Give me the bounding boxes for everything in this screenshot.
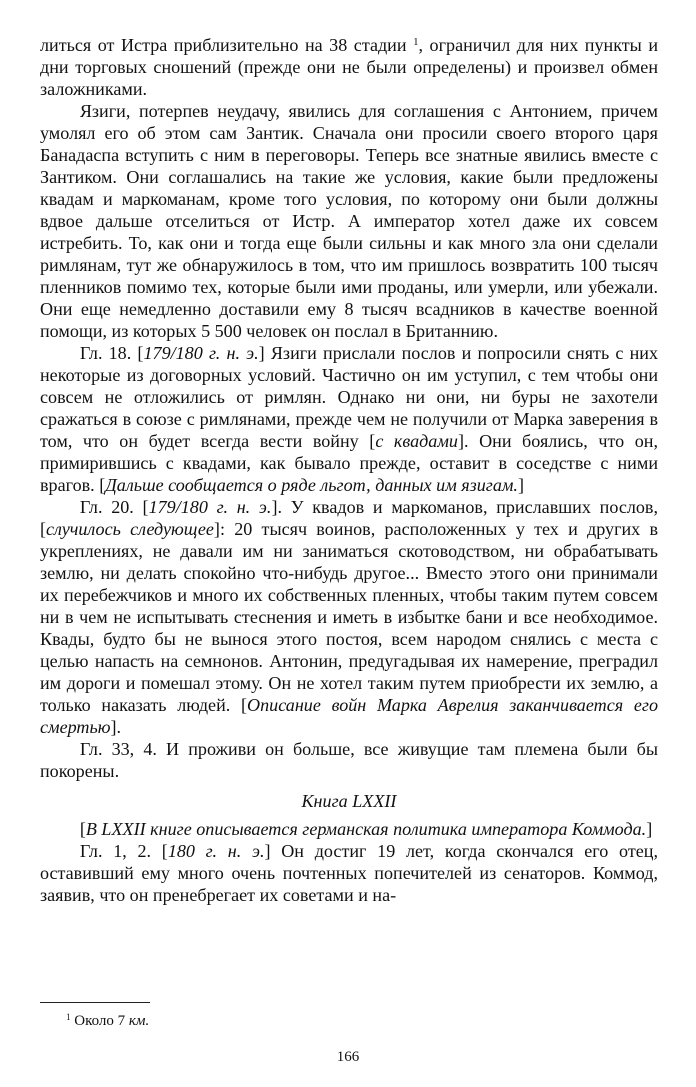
book-heading <box>40 790 658 812</box>
text-run: Гл. 33, 4. И проживи он больше, все живущие там племена были бы покорены. <box>40 739 658 781</box>
editorial-text: 179/180 г. н. э. <box>148 497 272 517</box>
editorial-text: В LXXII книге описывается германская политика императора Коммода. <box>85 819 647 839</box>
text-run: Гл. 20. [ <box>79 497 149 517</box>
editorial-text: случилось следующее <box>46 519 214 539</box>
editorial-text: 180 г. н. э. <box>167 841 265 861</box>
text-run: ]. У квадов и маркоманов, приславших послов, [ <box>40 497 658 539</box>
text-run: Книга LXXII <box>301 791 397 811</box>
text-run: Гл. 18. [ <box>79 343 144 363</box>
editorial-text: Дальше сообщается о ряде льгот, данных им язигам. <box>105 475 518 495</box>
paragraph <box>40 342 658 496</box>
text-run: [ <box>79 819 86 839</box>
text-run: ] <box>517 475 524 495</box>
text-run: ]: 20 тысяч воинов, расположенных у тех и других в укреплениях, не давали им ни заниматься скотоводством, ни обрабатывать землю, ни делать спокойно что-нибудь другое... Вместо этого они принимали их перебежчиков и много их собственных пленных, чтобы таким путем совсем ни в чем не испытывать стеснения и иметь в избытке бани и все необходимое. Квады, будто бы не вынося этого постоя, всем народом снялись с места с целью напасть на семнонов. Антонин, предугадывая их намерение, преградил им дороги и помешал этому. Он не хотел таким путем приобрести их землю, а только наказать людей. [ <box>40 519 659 715</box>
page-number: 166 <box>336 1049 360 1065</box>
editorial-text: с квадами <box>375 431 458 451</box>
editorial-text: Описание войн Марка Аврелия заканчивается его смертью <box>40 695 658 737</box>
text-run: ] <box>646 819 653 839</box>
footnote-reference: 1 <box>413 36 419 49</box>
footnote-divider <box>40 1002 150 1003</box>
text-run: ]. <box>110 717 122 737</box>
text-run: литься от Истра приблизительно на 38 стадии <box>40 35 414 55</box>
text-run: ]. Они боялись, что он, примирившись с квадами, как бывало прежде, оставит в соседстве с ними врагов. [ <box>40 431 658 495</box>
text-run: ] Язиги прислали послов и попросили снять с них некоторые из договорных условий. Частично он им уступил, с тем чтобы они совсем не отложились от римлян. Однако ни они, ни буры не захотели сражаться в союзе с римлянами, прежде чем не получили от Марка заверения в том, что он будет всегда вести войну [ <box>40 343 658 451</box>
footnote-marker: 1 <box>66 1012 71 1023</box>
paragraph <box>40 34 658 100</box>
footnote-unit: км. <box>128 1013 150 1029</box>
paragraph <box>40 818 658 840</box>
text-run: ] Он достиг 19 лет, когда скончался его отец, оставивший ему много очень почтенных попечителей из сенаторов. Коммод, заявив, что он пренебрегает их советами и на- <box>40 841 659 905</box>
text-run: , ограничил для них пункты и дни торговых сношений (прежде они не были определены) и произвел обмен заложниками. <box>40 35 659 99</box>
paragraph <box>40 738 658 782</box>
paragraph <box>40 100 658 342</box>
paragraph <box>40 496 658 738</box>
body-text <box>40 34 658 906</box>
text-run: Язиги, потерпев неудачу, явились для соглашения с Антонием, причем умолял его об этом сам Зантик. Сначала они просили своего второго царя Банадаспа вступить с ним в переговоры. Теперь все знатные явились вместе с Зантиком. Они соглашались на такие же условия, какие были предложены квадам и маркоманам, кроме того условия, по которому они были должны вдвое дальше отселиться от Истр. А император хотел даже их совсем истребить. То, как они и тогда еще были сильны и как много зла они сделали римлянам, тут же обнаружилось в том, что им пришлось возвратить 100 тысяч пленников помимо тех, которые были ими проданы, или умерли, или убежали. Они еще немедленно доставили ему 8 тысяч всадников в качестве военной помощи, из которых 5 500 человек он послал в Британнию. <box>40 101 658 341</box>
editorial-text: 179/180 г. н. э. <box>143 343 259 363</box>
footnote-text: Около 7 <box>74 1013 129 1029</box>
footnote <box>66 1012 149 1030</box>
text-run: Гл. 1, 2. [ <box>79 841 168 861</box>
paragraph <box>40 840 658 906</box>
